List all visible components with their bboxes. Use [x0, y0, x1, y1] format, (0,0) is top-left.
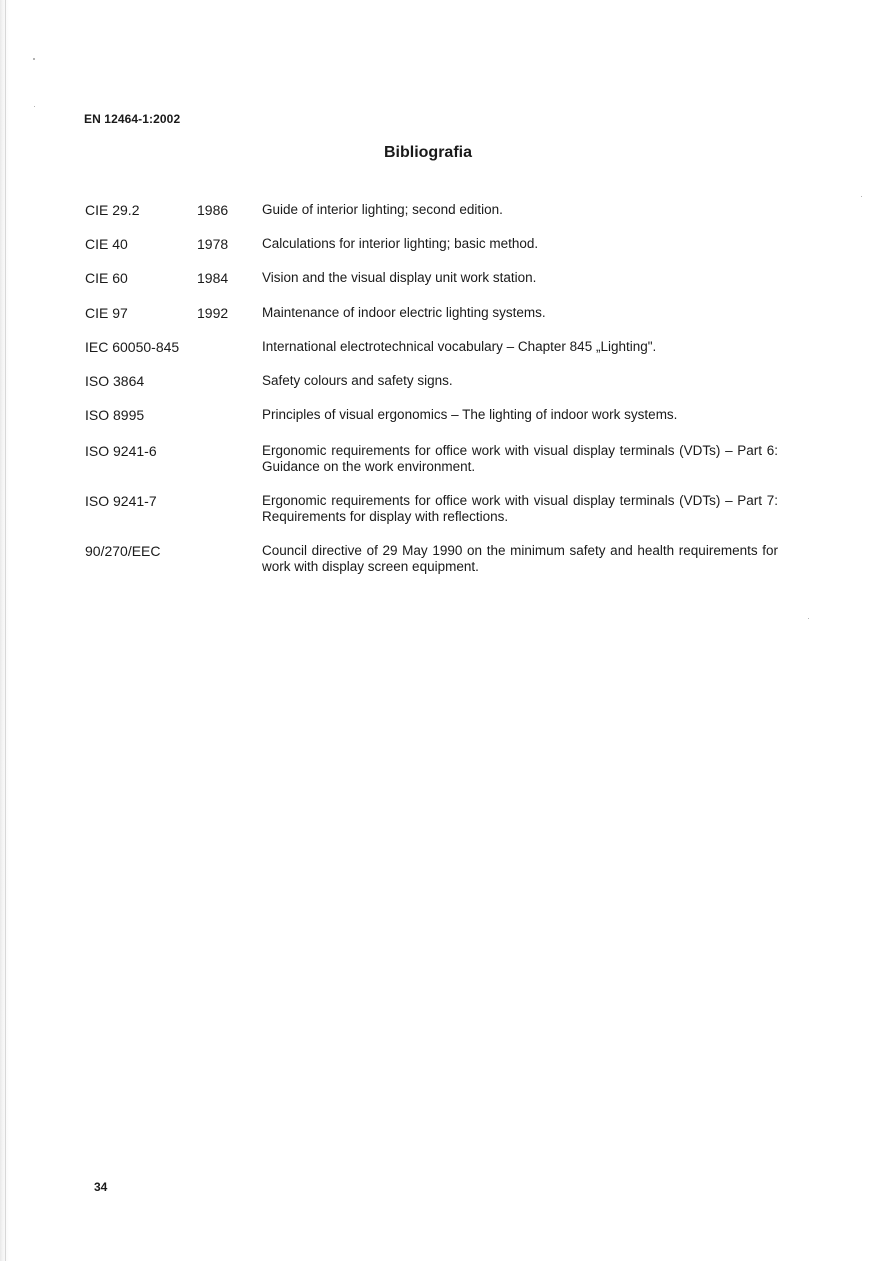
reference-title: International electrotechnical vocabulary – Chapter 845 „Lighting". [262, 339, 657, 354]
reference-title: Maintenance of indoor electric lighting systems. [262, 305, 546, 320]
reference-year: 1984 [197, 270, 229, 286]
reference-title: Ergonomic requirements for office work with visual display terminals (VDTs) – Part 6: Guidance on the work environment. [262, 443, 778, 474]
reference-code: ISO 9241-7 [85, 493, 157, 509]
reference-year: 1986 [197, 202, 229, 218]
reference-title: Vision and the visual display unit work station. [262, 270, 537, 285]
page-title: Bibliografia [383, 144, 472, 161]
reference-title: Safety colours and safety signs. [262, 373, 453, 388]
reference-title: Guide of interior lighting; second edition. [262, 202, 503, 217]
reference-code: ISO 8995 [85, 407, 145, 423]
reference-code: IEC 60050-845 [85, 339, 180, 355]
reference-code: CIE 29.2 [85, 202, 140, 218]
reference-code: 90/270/EEC [85, 543, 161, 559]
reference-code: CIE 60 [85, 270, 128, 286]
reference-year: 1992 [197, 305, 229, 321]
page-number: 34 [94, 1180, 108, 1194]
reference-title: Principles of visual ergonomics – The lighting of indoor work systems. [262, 407, 678, 422]
reference-title: Ergonomic requirements for office work with visual display terminals (VDTs) – Part 7: Requirements for display with reflections. [262, 493, 778, 524]
reference-code: CIE 97 [85, 305, 128, 321]
reference-title: Calculations for interior lighting; basic method. [262, 236, 539, 251]
reference-code: ISO 3864 [85, 373, 145, 389]
reference-code: CIE 40 [85, 236, 128, 252]
reference-code: ISO 9241-6 [85, 443, 157, 459]
reference-title: Council directive of 29 May 1990 on the minimum safety and health requirements for work with display screen equipment. [262, 543, 778, 574]
document-standard-id: EN 12464-1:2002 [84, 112, 181, 126]
reference-year: 1978 [197, 236, 229, 252]
